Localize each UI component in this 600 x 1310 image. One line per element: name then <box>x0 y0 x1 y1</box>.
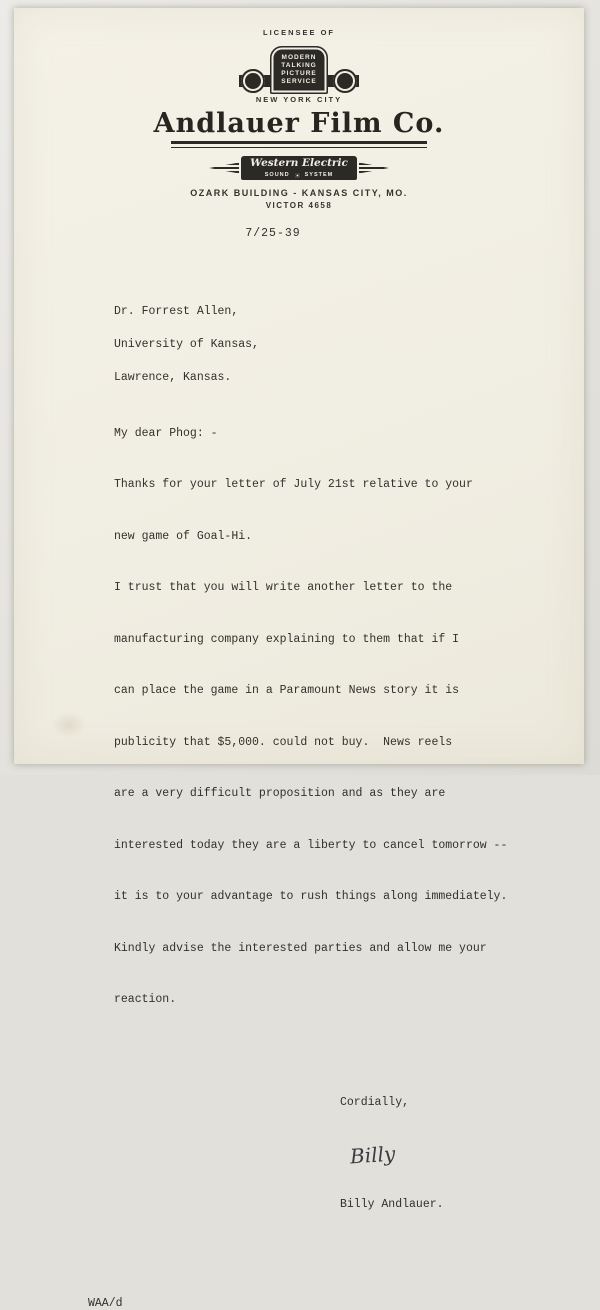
city-label: NEW YORK CITY <box>255 95 343 104</box>
body-line: interested today they are a liberty to cancel tomorrow -- <box>114 838 508 852</box>
body-line: publicity that $5,000. could not buy. News reels <box>114 735 453 749</box>
body-line: I trust that you will write another letter to the <box>114 581 453 594</box>
body-line: can place the game in a Paramount News story it is <box>114 684 460 697</box>
recipient-line: University of Kansas, <box>114 338 259 351</box>
sound-system-dot-icon <box>295 173 300 178</box>
licensee-of-label: LICENSEE OF <box>262 28 335 37</box>
logo-word-modern: MODERN <box>281 54 317 61</box>
body-line: Kindly advise the interested parties and allow me your <box>114 941 487 955</box>
recipient-line: Dr. Forrest Allen, <box>114 305 239 318</box>
body-line: reaction. <box>114 993 177 1006</box>
sound-system-bar <box>241 171 357 180</box>
letter-date: 7/25-39 <box>245 227 301 240</box>
western-electric-banner <box>241 156 357 180</box>
body-line: it is to your advantage to rush things along immediately. <box>114 890 508 903</box>
logo-word-picture: PICTURE <box>281 70 317 77</box>
wing-right-icon <box>359 163 389 174</box>
company-address: OZARK BUILDING - KANSAS CITY, MO. <box>190 188 408 198</box>
logo-screen-icon <box>270 46 328 94</box>
paper-stain <box>52 712 86 738</box>
closing-word: Cordially, <box>340 1095 410 1109</box>
modern-talking-picture-service-logo <box>229 40 369 94</box>
closing-block <box>340 1065 584 1243</box>
letterhead <box>14 8 584 210</box>
company-rule-divider <box>171 141 427 148</box>
recipient-block <box>114 284 584 405</box>
body-line: Thanks for your letter of July 21st relative to your <box>114 478 473 491</box>
system-label: SYSTEM <box>304 172 334 179</box>
company-phone: VICTOR 4658 <box>265 201 333 210</box>
wing-left-icon <box>209 163 239 174</box>
western-electric-name: Western Electric <box>241 156 357 171</box>
recipient-line: Lawrence, Kansas. <box>114 371 232 384</box>
logo-left-badge-icon <box>241 69 265 93</box>
western-electric-logo <box>14 155 584 181</box>
letter-paper <box>14 8 584 1310</box>
company-name: Andlauer Film Co. <box>153 108 445 139</box>
body-line: manufacturing company explaining to them that if I <box>114 632 460 646</box>
salutation: My dear Phog: - <box>114 427 218 440</box>
logo-word-talking: TALKING <box>281 62 317 69</box>
logo-word-service: SERVICE <box>281 78 317 85</box>
logo-right-badge-icon <box>333 69 357 93</box>
signed-name: Billy Andlauer. <box>340 1197 444 1211</box>
handwritten-signature: Billy <box>349 1140 396 1169</box>
letter-body <box>114 446 584 1039</box>
body-line: new game of Goal-Hi. <box>114 529 253 543</box>
body-line: are a very difficult proposition and as they are <box>114 787 446 800</box>
typist-initials: WAA/d <box>88 1296 123 1310</box>
sound-label: SOUND <box>264 172 290 179</box>
